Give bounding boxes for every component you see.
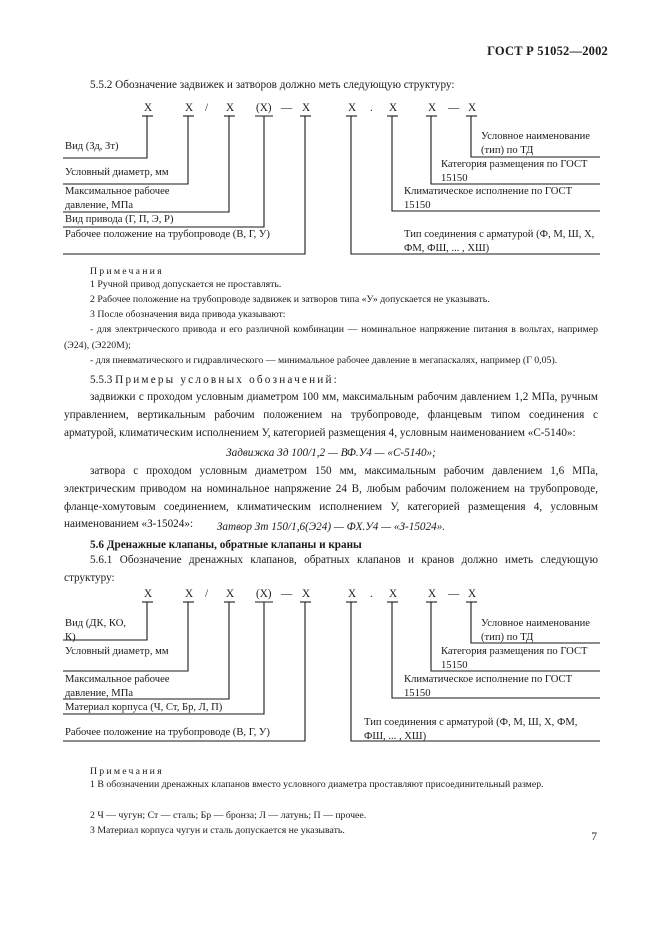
structure-symbol: Х: [302, 588, 311, 600]
section-title: Примеры условных обозначений:: [115, 374, 339, 386]
note-item: 2 Рабочее положение на трубопроводе задвижек и затворов типа «У» допускается не указывать.: [90, 294, 490, 305]
section-number: 5.5.3: [90, 374, 113, 386]
structure-symbol: Х: [428, 588, 437, 600]
diagram-label-left: Рабочее положение на трубопроводе (В, Г, У): [65, 727, 270, 738]
notes-title: Примечания: [90, 766, 164, 777]
example-paragraph-2: затвора с проходом условным диаметром 150 мм, максимальным рабочим давлением 1,6 МПа, электрическим приводом на номинальное напряжение 24 В, любым рабочим положением на трубопроводе, фланце-хомутовым соединением, климатическим исполнением У, категорией размещения 4, условным наименованием «З-15024»:: [64, 465, 598, 531]
note-item: - для электрического привода и его различной комбинации — номинальное напряжение питания в вольтах, например (Э24), (Э220М);: [64, 324, 598, 351]
diagram-label-left: Материал корпуса (Ч, Ст, Бр, Л, П): [65, 702, 223, 713]
diagram-label-left: Условный диаметр, мм: [65, 646, 169, 657]
document-header: ГОСТ Р 51052—2002: [487, 44, 608, 58]
structure-symbol: —: [281, 588, 293, 600]
diagram-label-right: Тип соединения с арматурой (Ф, М, Ш, Х, ФМ, ФШ, ... , ХШ): [364, 717, 578, 742]
structure-symbol: Х: [144, 588, 153, 600]
structure-symbol: —: [448, 588, 460, 600]
note-item: 3 После обозначения вида привода указывают:: [90, 309, 286, 320]
diagram-label-right: Условное наименование (тип) по ТД: [481, 131, 590, 156]
structure-symbol: Х: [348, 588, 357, 600]
structure-symbol: —: [281, 102, 293, 114]
structure-symbol: Х: [468, 588, 477, 600]
structure-symbol: Х: [226, 102, 235, 114]
diagram-label-right: Климатическое исполнение по ГОСТ 15150: [404, 186, 573, 211]
structure-symbol: (Х): [256, 102, 272, 114]
note-item: - для пневматического и гидравлического — минимальное рабочее давление в мегапаскалях, например (Г 0,05).: [90, 355, 558, 366]
diagram-label-left: Вид (Зд, Зт): [65, 141, 119, 152]
structure-symbol: Х: [185, 588, 194, 600]
diagram-label-right: Категория размещения по ГОСТ 15150: [441, 646, 588, 671]
structure-symbol: Х: [185, 102, 194, 114]
note-item: 1 В обозначении дренажных клапанов вместо условного диаметра проставляют присоединительный размер.: [90, 779, 544, 790]
page-number: 7: [591, 831, 597, 843]
structure-symbol: Х: [389, 588, 398, 600]
structure-symbol: Х: [144, 102, 153, 114]
structure-symbol: Х: [302, 102, 311, 114]
diagram-label-right: Тип соединения с арматурой (Ф, М, Ш, Х, ФМ, ФШ, ... , ХШ): [404, 229, 595, 254]
structure-symbol: Х: [226, 588, 235, 600]
example-designation-1: Задвижка Зд 100/1,2 — ВФ.У4 — «С-5140»;: [226, 447, 436, 459]
structure-symbol: .: [370, 102, 373, 114]
diagram-label-left: Максимальное рабочее давление, МПа: [65, 186, 170, 211]
notes-title: Примечания: [90, 266, 164, 277]
diagram-label-right: Условное наименование (тип) по ТД: [481, 618, 590, 643]
structure-symbol: Х: [468, 102, 477, 114]
diagram-label-right: Климатическое исполнение по ГОСТ 15150: [404, 674, 573, 699]
structure-symbol: /: [205, 102, 209, 114]
example-paragraph-1: задвижки с проходом условным диаметром 100 мм, максимальным рабочим давлением 1,2 МПа, ручным управлением, вертикальным рабочим положением на трубопроводе, фланцевым типом соединения с арматурой, климатическим исполнением У, категорией размещения 4, условным наименованием «С-5140»:: [64, 391, 598, 439]
structure-symbol: Х: [348, 102, 357, 114]
section-5-6-1-intro: 5.6.1 Обозначение дренажных клапанов, обратных клапанов и кранов должно иметь следующую структуру:: [64, 554, 598, 584]
structure-symbol: —: [448, 102, 460, 114]
structure-symbol: /: [205, 588, 209, 600]
structure-symbol: Х: [428, 102, 437, 114]
structure-symbol: (Х): [256, 588, 272, 600]
diagram-label-left: Рабочее положение на трубопроводе (В, Г, У): [65, 229, 270, 240]
note-item: 1 Ручной привод допускается не проставлять.: [90, 279, 282, 290]
structure-symbol: Х: [389, 102, 398, 114]
section-5-6-heading: 5.6 Дренажные клапаны, обратные клапаны и краны: [90, 539, 362, 551]
structure-symbol: .: [370, 588, 373, 600]
diagram-label-left: Вид (ДК, КО, К): [65, 618, 126, 643]
note-item: 2 Ч — чугун; Ст — сталь; Бр — бронза; Л — латунь; П — прочее.: [90, 810, 367, 821]
diagram-label-right: Категория размещения по ГОСТ 15150: [441, 159, 588, 184]
example-designation-2: Затвор Зт 150/1,6(Э24) — ФХ.У4 — «З-15024».: [216, 521, 446, 533]
diagram-label-left: Максимальное рабочее давление, МПа: [65, 674, 170, 699]
note-item: 3 Материал корпуса чугун и сталь допускается не указывать.: [90, 825, 345, 836]
diagram-label-left: Вид привода (Г, П, Э, Р): [65, 214, 174, 225]
diagram-label-left: Условный диаметр, мм: [65, 167, 169, 178]
section-5-5-2-heading: 5.5.2 Обозначение задвижек и затворов должно меть следующую структуру:: [90, 79, 455, 91]
